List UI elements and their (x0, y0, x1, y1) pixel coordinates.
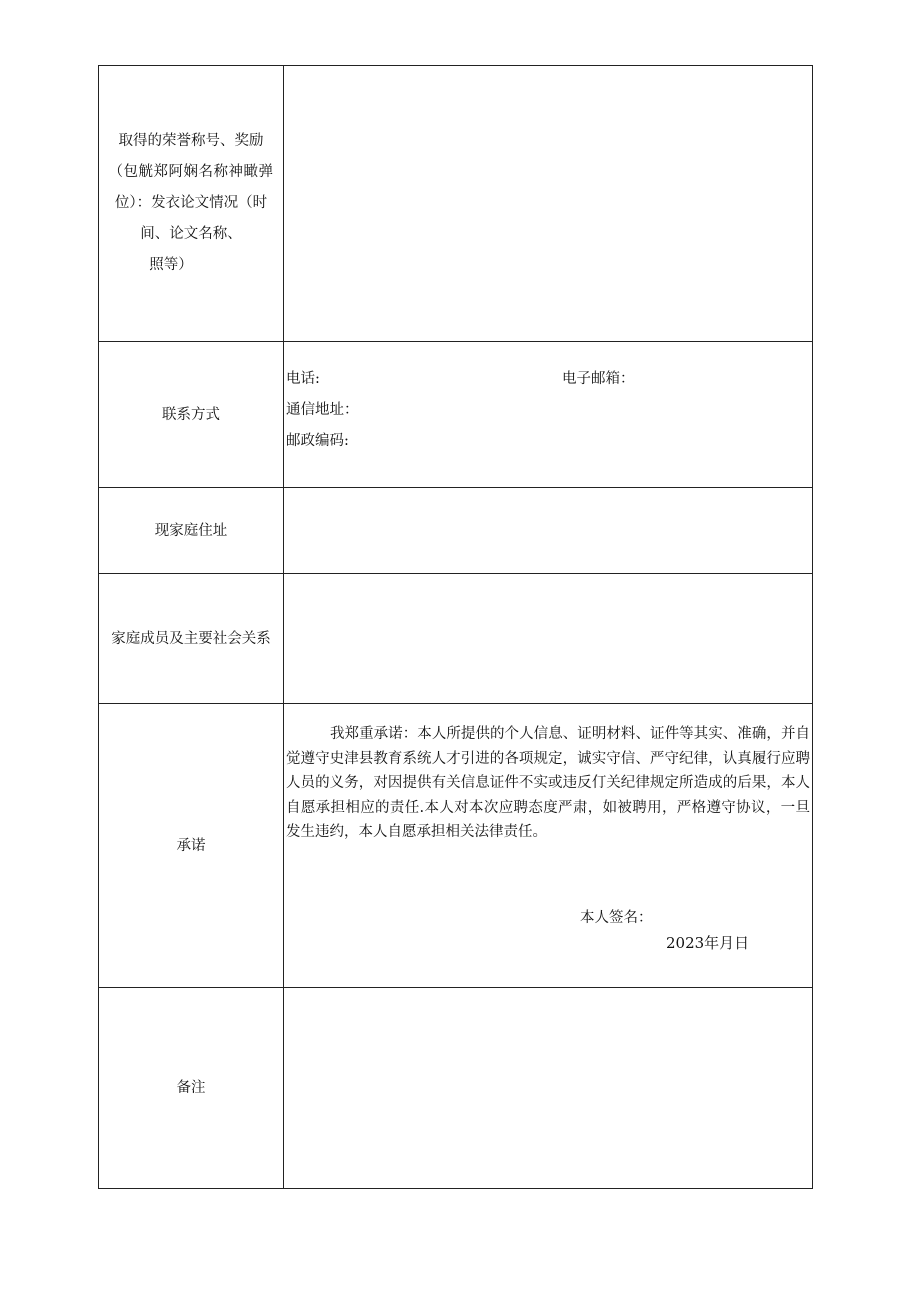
contact-row (99, 342, 813, 488)
home-address-field[interactable] (284, 488, 813, 574)
honors-label-cell (99, 66, 284, 342)
contact-content-field[interactable] (284, 342, 813, 488)
honors-label-line: 间、论文名称、 (140, 226, 242, 242)
postcode-label: 邮政编码: (286, 433, 349, 449)
contact-line-postcode (286, 426, 806, 457)
home-address-label: 现家庭住址 (99, 488, 284, 574)
promise-statement: 我郑重承诺：本人所提供的个人信息、证明材料、证件等其实、准确，并自觉遵守史津县教育系统人才引进的各项规定，诚实守信、严守纪律，认真履行应聘人员的义务，对因提供有关信息证件不实或违反仃关纪律规定所造成的后果，本人自愿承担相应的责任.本人对本次应聘态度严肃，如被聘用，严格遵守协议，一旦发生违约，本人自愿承担相关法律责任。 (286, 726, 810, 840)
address-label: 通信地址： (286, 402, 359, 418)
contact-label: 联系方式 (99, 342, 284, 488)
promise-label: 承诺 (99, 704, 284, 988)
promise-row (99, 704, 813, 988)
honors-label-line: 照等） (149, 257, 193, 273)
family-label: 家庭成员及主要社会关系 (99, 574, 284, 704)
promise-content-cell (284, 704, 813, 988)
honors-content-field[interactable] (284, 66, 813, 342)
remarks-label: 备注 (99, 988, 284, 1189)
contact-line-address (286, 395, 806, 426)
phone-label: 电话: (286, 371, 320, 387)
application-form-table (98, 65, 813, 1189)
contact-block (286, 364, 806, 457)
honors-label-line: 位）：发衣论文情况（时 (114, 195, 268, 211)
home-address-row (99, 488, 813, 574)
email-label: 电子邮箱： (562, 371, 635, 387)
honors-row (99, 66, 813, 342)
honors-label-line: （包觥郑阿娴名称神瞰弹 (108, 164, 274, 180)
family-row (99, 574, 813, 704)
signature-date: 2023年月日 (666, 934, 750, 952)
signature-label: 本人签名： (580, 910, 653, 926)
contact-line-phone (286, 364, 806, 395)
honors-label-line: 取得的荣誉称号、奖励 (118, 133, 264, 149)
honors-label (105, 126, 277, 281)
remarks-field[interactable] (284, 988, 813, 1189)
remarks-row (99, 988, 813, 1189)
family-field[interactable] (284, 574, 813, 704)
